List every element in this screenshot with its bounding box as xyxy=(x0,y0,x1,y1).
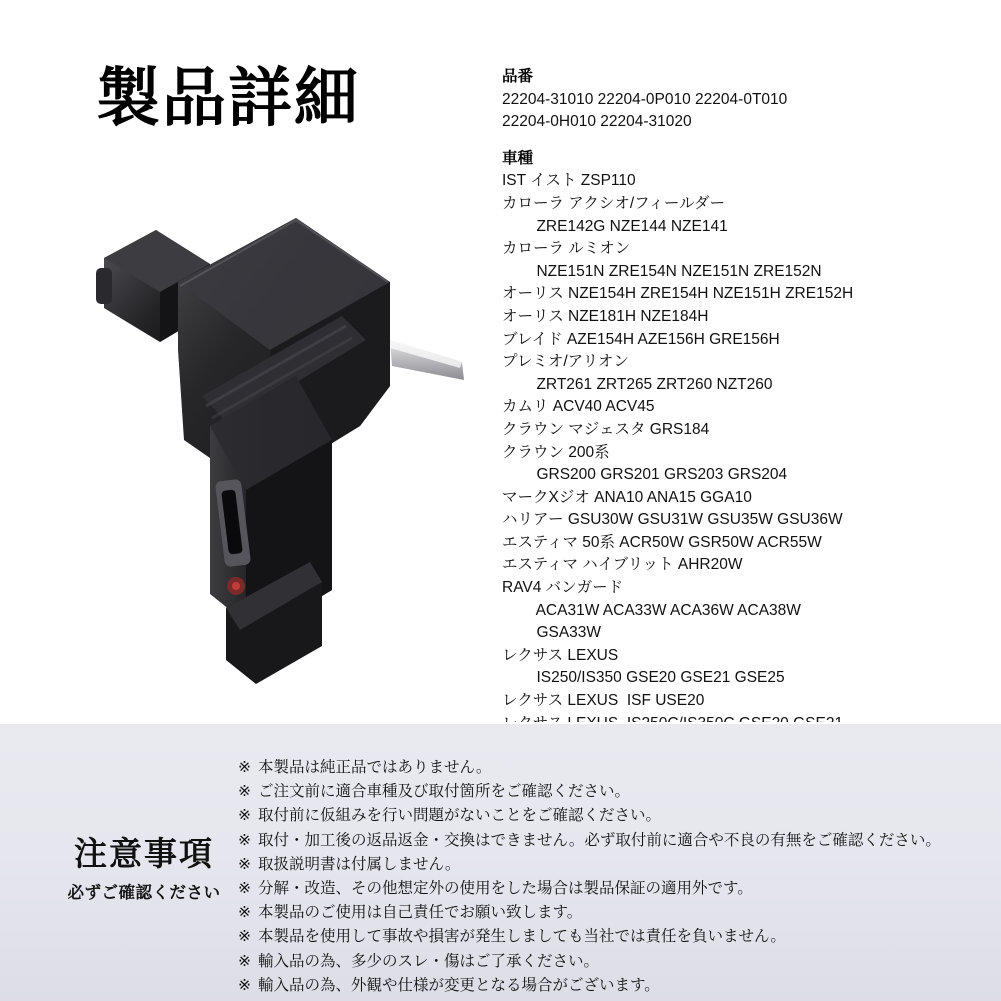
notice-item xyxy=(238,780,978,804)
bullet-mark-icon: ※ xyxy=(238,855,251,873)
notice-list xyxy=(238,756,978,998)
notice-item xyxy=(238,829,978,853)
notice-section xyxy=(0,722,1001,1001)
notice-item-text: 輸入品の為、外観や仕様が変更となる場合がございます。 xyxy=(258,976,660,994)
notice-label xyxy=(44,836,244,903)
vehicle-line: カローラ ルミオン xyxy=(502,240,631,258)
vehicle-line: GSA33W xyxy=(502,624,602,642)
vehicle-line: マークXジオ ANA10 ANA15 GGA10 xyxy=(502,488,752,506)
vehicle-line: レクサス LEXUS ISF USE20 xyxy=(502,692,705,710)
vehicle-line: ブレイド AZE154H AZE156H GRE156H xyxy=(502,330,780,348)
notice-title: 注意事項 xyxy=(74,835,214,872)
notice-item xyxy=(238,877,978,901)
notice-item-text: 本製品のご使用は自己責任でお願い致します。 xyxy=(258,904,583,922)
bullet-mark-icon: ※ xyxy=(238,783,251,801)
vehicle-line: IST イスト ZSP110 xyxy=(502,172,636,190)
notice-item-text: 取付前に仮組みを行い問題がないことをご確認ください。 xyxy=(258,807,662,825)
bullet-mark-icon: ※ xyxy=(238,807,251,825)
vehicle-line: カムリ ACV40 ACV45 xyxy=(502,398,655,416)
vehicle-line: NZE151N ZRE154N NZE151N ZRE152N xyxy=(502,262,822,280)
vehicle-line: カローラ アクシオ/フィールダー xyxy=(502,194,725,212)
bullet-mark-icon: ※ xyxy=(238,928,251,946)
product-image xyxy=(60,190,490,690)
vehicle-line: ZRE142G NZE144 NZE141 xyxy=(502,217,728,235)
vehicle-line: IS250/IS350 GSE20 GSE21 GSE25 xyxy=(502,669,785,687)
notice-item-text: 取扱説明書は付属しません。 xyxy=(258,855,461,873)
spec-column xyxy=(502,66,982,780)
mounting-tab xyxy=(390,340,464,380)
vehicle-line: クラウン マジェスタ GRS184 xyxy=(502,420,710,438)
notice-item-text: 取付・加工後の返品返金・交換はできません。必ず取付前に適合や不良の有無をご確認ください。 xyxy=(258,831,941,849)
vehicle-line: GRS200 GRS201 GRS203 GRS204 xyxy=(502,466,788,484)
vehicle-line: ACA31W ACA33W ACA36W ACA38W xyxy=(502,601,801,619)
bullet-mark-icon: ※ xyxy=(238,831,251,849)
bullet-mark-icon: ※ xyxy=(238,904,251,922)
vehicle-line: RAV4 バンガード xyxy=(502,579,624,597)
vehicle-heading: 車種 xyxy=(502,149,534,167)
bullet-mark-icon: ※ xyxy=(238,952,251,970)
bullet-mark-icon: ※ xyxy=(238,976,251,994)
notice-item-text: 輸入品の為、多少のスレ・傷はご了承ください。 xyxy=(258,952,600,970)
notice-item xyxy=(238,853,978,877)
notice-item-text: 分解・改造、その他想定外の使用をした場合は製品保証の適用外です。 xyxy=(258,880,753,898)
page-title: 製品詳細 xyxy=(96,62,360,134)
vehicle-line: オーリス NZE181H NZE184H xyxy=(502,307,709,325)
notice-item xyxy=(238,974,978,998)
vehicle-line: レクサス LEXUS xyxy=(502,646,619,664)
vehicle-line: オーリス NZE154H ZRE154H NZE151H ZRE152H xyxy=(502,285,854,303)
notice-item xyxy=(238,901,978,925)
vehicle-line: クラウン 200系 xyxy=(502,443,610,461)
notice-subtitle: 必ずご確認ください xyxy=(67,884,221,903)
part-number-line: 22204-0H010 22204-31020 xyxy=(502,113,692,131)
spacer xyxy=(502,134,982,148)
part-number-line: 22204-31010 22204-0P010 22204-0T010 xyxy=(502,90,788,108)
notice-item xyxy=(238,950,978,974)
notice-item-text: ご注文前に適合車種及び取付箇所をご確認ください。 xyxy=(258,783,631,801)
vehicle-line: エスティマ ハイブリット AHR20W xyxy=(502,556,743,574)
vehicle-line: エスティマ 50系 ACR50W GSR50W ACR55W xyxy=(502,533,822,551)
notice-item xyxy=(238,925,978,949)
part-number-heading: 品番 xyxy=(502,68,534,85)
notice-item-text: 本製品を使用して事故や損害が発生しましても当社では責任を負いません。 xyxy=(258,928,786,946)
vehicle-line: ハリアー GSU30W GSU31W GSU35W GSU36W xyxy=(502,511,843,529)
notice-item xyxy=(238,756,978,780)
notice-item-text: 本製品は純正品ではありません。 xyxy=(258,759,492,776)
notice-item xyxy=(238,804,978,828)
vehicle-line: プレミオ/アリオン xyxy=(502,353,629,371)
bullet-mark-icon: ※ xyxy=(238,880,251,898)
bullet-mark-icon: ※ xyxy=(238,759,251,776)
vehicle-line: ZRT261 ZRT265 ZRT260 NZT260 xyxy=(502,375,773,393)
